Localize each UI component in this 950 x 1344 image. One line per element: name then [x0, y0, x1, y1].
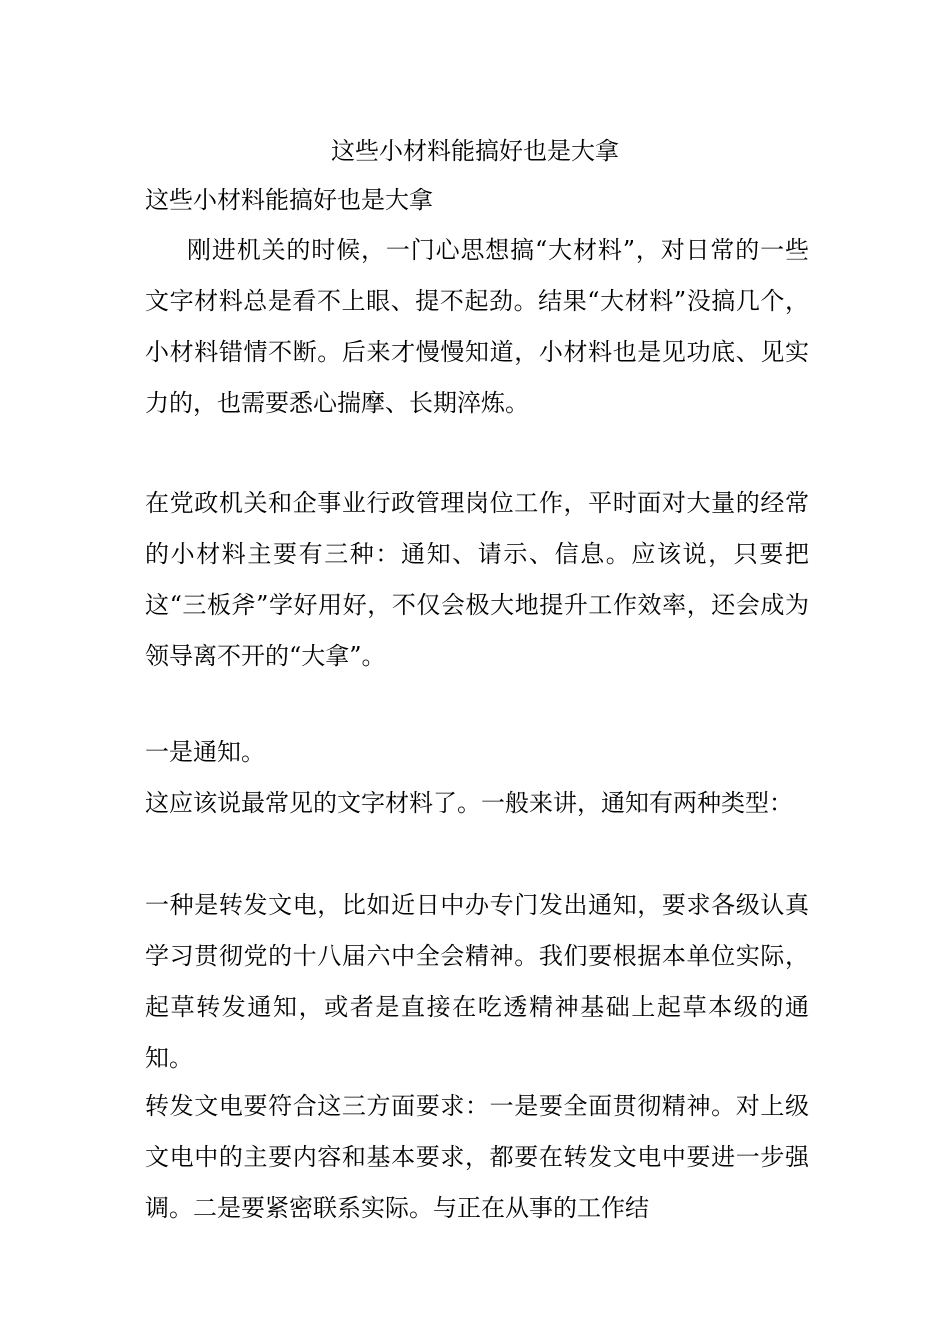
paragraph-forwarding-requirements: 转发文电要符合这三方面要求：一是要全面贯彻精神。对上级文电中的主要内容和基本要求，都要在转发文电中要进一步强调。二是要紧密联系实际。与正在从事的工作结	[145, 1092, 809, 1222]
document-title: 这些小材料能搞好也是大拿	[331, 137, 619, 165]
paragraph-intro: 刚进机关的时候，一门心思想搞“大材料”，对日常的一些文字材料总是看不上眼、提不起劲。结果“大材料”没搞几个，小材料错情不断。后来才慢慢知道，小材料也是见功底、见实力的，也需要悉心揣摩、长期淬炼。	[145, 236, 809, 417]
document-subtitle: 这些小材料能搞好也是大拿	[145, 186, 433, 214]
paragraph-forwarding-example: 一种是转发文电，比如近日中办专门发出通知，要求各级认真学习贯彻党的十八届六中全会精神。我们要根据本单位实际，起草转发通知，或者是直接在吃透精神基础上起草本级的通知。	[145, 891, 809, 1072]
paragraph-three-types: 在党政机关和企事业行政管理岗位工作，平时面对大量的经常的小材料主要有三种：通知、请示、信息。应该说，只要把这“三板斧”学好用好，不仅会极大地提升工作效率，还会成为领导离不开的“大拿”。	[145, 489, 809, 670]
paragraph-notice-types: 这应该说最常见的文字材料了。一般来讲，通知有两种类型：	[145, 789, 793, 817]
section-heading-notice: 一是通知。	[145, 738, 265, 766]
